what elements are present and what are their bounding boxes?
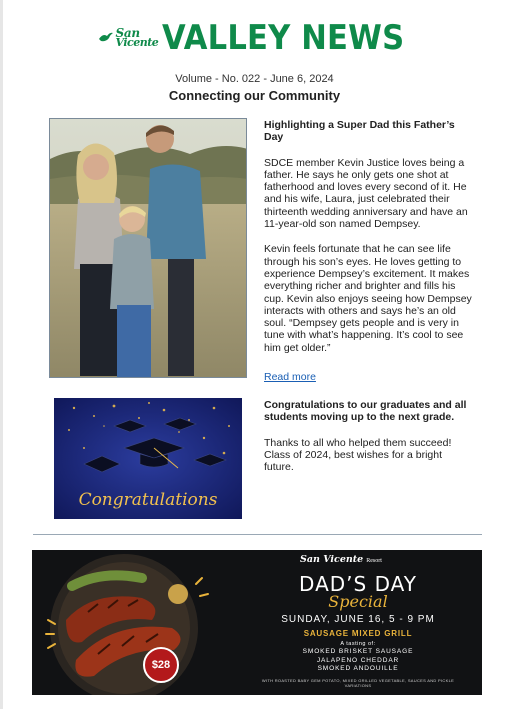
congratulations-script: Congratulations <box>78 490 218 510</box>
feature-heading: Highlighting a Super Dad this Father’s Day <box>264 119 455 144</box>
banner-item-1: SMOKED BRISKET SAUSAGE <box>302 648 414 655</box>
banner-footnote: WITH ROASTED BABY GEM POTATO, MIXED GRILLED VEGETABLE, SAUCES AND PICKLE VARIATIONS <box>261 678 455 688</box>
logo-word-san: San <box>115 25 140 40</box>
banner-logo-text: San Vicente <box>300 554 364 565</box>
graduates-article <box>264 399 474 473</box>
san-vicente-logo <box>98 25 159 50</box>
sausage-plate-image <box>32 550 252 695</box>
feature-paragraph-1: SDCE member Kevin Justice loves being a father. He says he only gets one shot at fatherhood and loves every second of it. He and his wife, Laura, just celebrated their thirteenth wedding anniversary and have an 11-year-old son named Dempsey. <box>264 156 468 231</box>
feature-article <box>264 119 474 354</box>
graduates-body: Thanks to all who helped them succeed! Class of 2024, best wishes for a bright future. <box>264 436 452 474</box>
logo-word-vicente: Vicente <box>115 36 159 50</box>
tagline: Connecting our Community <box>168 88 341 103</box>
banner-logo <box>300 554 382 565</box>
graduation-image <box>54 398 242 519</box>
section-divider <box>33 534 482 535</box>
dads-day-banner[interactable] <box>32 550 482 695</box>
banner-date-time: SUNDAY, JUNE 16, 5 - 9 PM <box>281 614 435 625</box>
banner-item-2: JALAPENO CHEDDAR <box>316 656 400 664</box>
graduates-heading: Congratulations to our graduates and all students moving up to the next grade. <box>264 399 467 424</box>
left-edge <box>0 0 3 709</box>
banner-title: DAD’S DAY <box>299 572 417 596</box>
bird-logo-icon <box>98 30 114 46</box>
feature-paragraph-2: Kevin feels fortunate that he can see life through his son’s eyes. He loves getting to experience Dempsey’s excitement. It makes everything richer and brighter and fills his cup. Kevin also enjoys seeing how Dempsey interacts with others and says he’s an old soul. “Dempsey gets people and is very in tune with what’s happening. It’s cool to see him get older.” <box>264 243 472 354</box>
banner-special: Special <box>328 592 388 611</box>
banner-menu-items <box>252 648 464 674</box>
newsletter-title: VALLEY NEWS <box>162 18 405 58</box>
masthead <box>0 18 509 58</box>
read-more-link[interactable]: Read more <box>264 371 316 383</box>
banner-item-3: SMOKED ANDOUILLE <box>317 665 399 672</box>
price-badge: $28 <box>143 647 179 683</box>
banner-tasting-label: A tasting of: <box>340 641 376 647</box>
banner-logo-sub: Resort <box>366 558 382 564</box>
issue-info: Volume - No. 022 - June 6, 2024 <box>175 73 334 85</box>
family-photo <box>49 118 247 378</box>
banner-dish: SAUSAGE MIXED GRILL <box>303 629 413 638</box>
